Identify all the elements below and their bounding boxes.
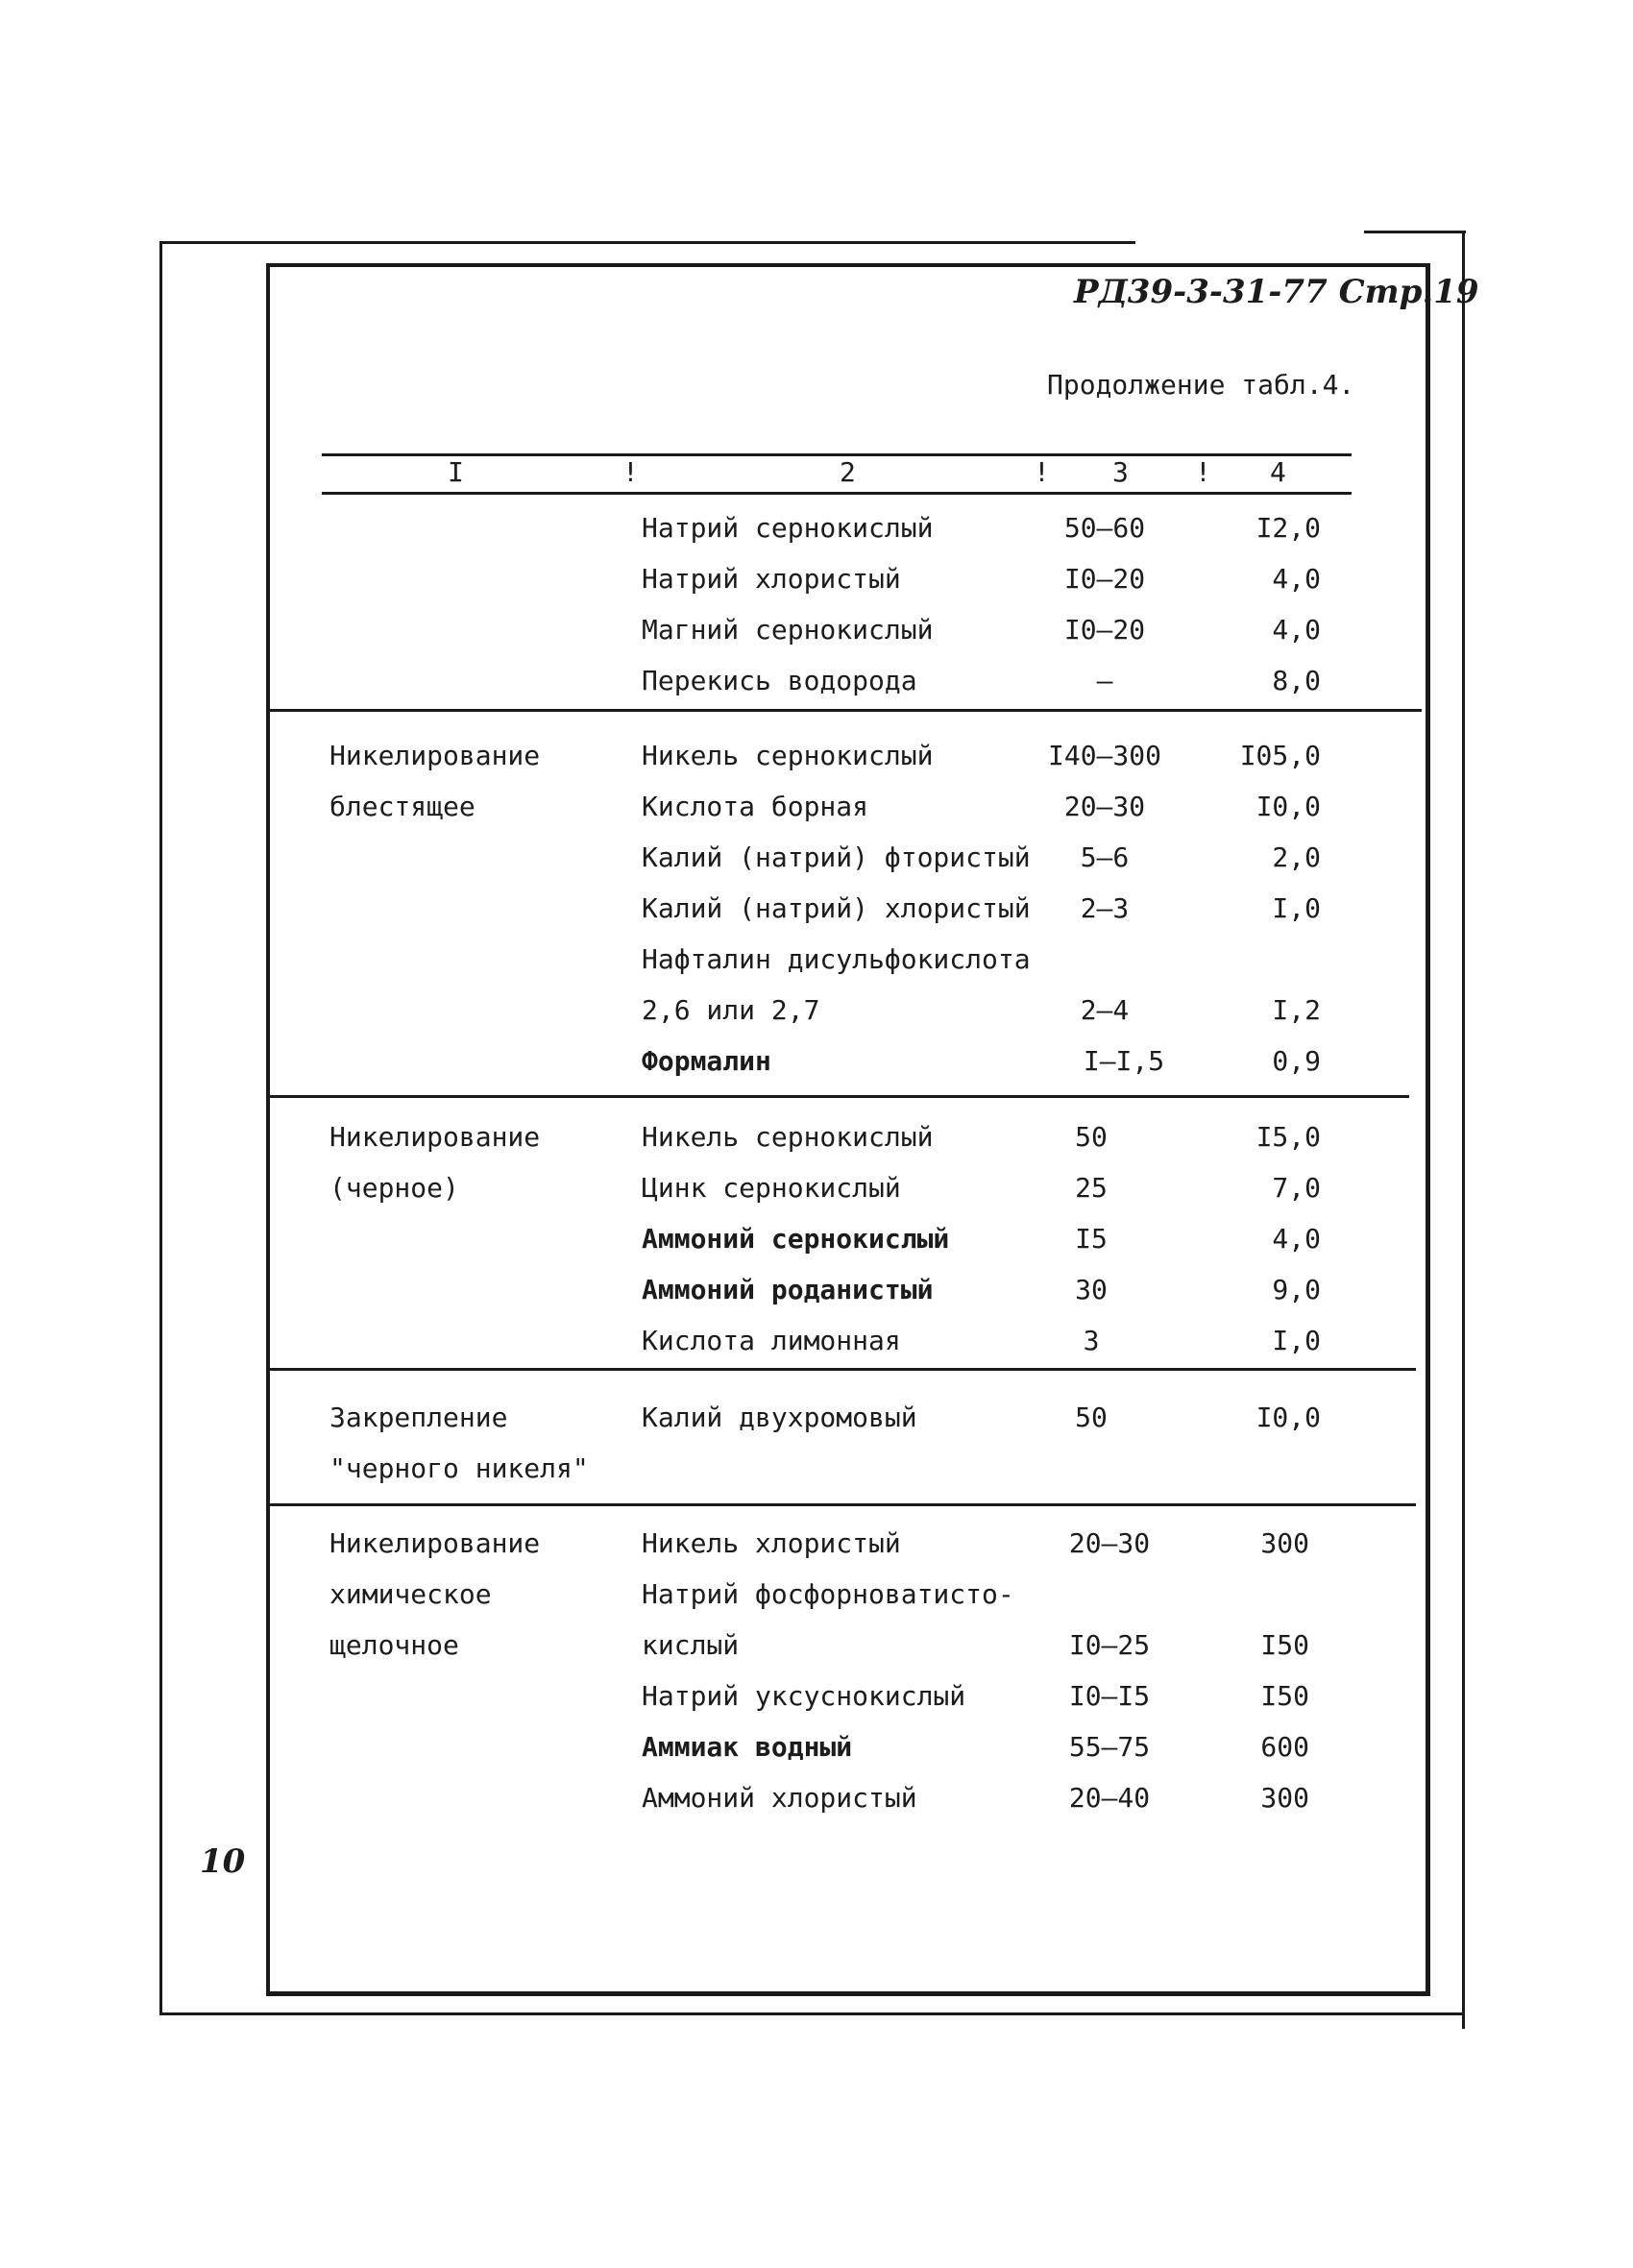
concentration-range: 30 xyxy=(1075,1274,1108,1305)
concentration-range: I0–I5 xyxy=(1068,1680,1151,1712)
concentration-value: I0,0 xyxy=(1255,1402,1321,1433)
concentration-value: 2,0 xyxy=(1272,841,1321,873)
component-name: Калий двухромовый xyxy=(642,1402,917,1433)
concentration-value: I5,0 xyxy=(1255,1121,1321,1153)
process-name: блестящее xyxy=(329,791,475,822)
concentration-value: 0,9 xyxy=(1272,1045,1321,1077)
process-name: химическое xyxy=(329,1578,492,1610)
concentration-value: 4,0 xyxy=(1272,614,1321,646)
concentration-value: 8,0 xyxy=(1272,665,1321,696)
concentration-range: 25 xyxy=(1075,1172,1108,1204)
component-name: Натрий хлористый xyxy=(642,563,901,595)
process-name: Закрепление xyxy=(329,1402,508,1433)
component-name: кислый xyxy=(642,1629,740,1661)
concentration-value: 4,0 xyxy=(1272,1223,1321,1255)
header-rule-bottom xyxy=(322,492,1352,495)
concentration-range: 20–40 xyxy=(1068,1782,1151,1814)
process-name: Никелирование xyxy=(329,1527,541,1559)
outer-frame-right xyxy=(1462,231,1465,2029)
process-name: Никелирование xyxy=(329,740,541,771)
process-name: Никелирование xyxy=(329,1121,541,1153)
concentration-range: I–I,5 xyxy=(1083,1045,1165,1077)
component-name: Аммиак водный xyxy=(642,1731,853,1763)
process-name: щелочное xyxy=(329,1629,459,1661)
column-separator: ! xyxy=(1195,456,1211,488)
group-separator xyxy=(270,1503,1416,1506)
concentration-range: 50 xyxy=(1075,1402,1108,1433)
component-name: Натрий фосфорноватисто- xyxy=(642,1578,1014,1610)
column-header-1: I xyxy=(448,456,464,488)
concentration-value: 600 xyxy=(1260,1731,1309,1763)
column-header-2: 2 xyxy=(840,456,856,488)
component-name: Кислота лимонная xyxy=(642,1325,901,1356)
concentration-range: 50–60 xyxy=(1063,512,1146,544)
outer-frame-bottom xyxy=(159,2012,1464,2015)
component-name: Натрий уксуснокислый xyxy=(642,1680,966,1712)
group-separator xyxy=(270,1095,1409,1098)
component-name: Аммоний роданистый xyxy=(642,1274,934,1305)
concentration-range: I40–300 xyxy=(1047,740,1161,771)
component-name: Никель хлористый xyxy=(642,1527,901,1559)
outer-frame-top xyxy=(160,241,1135,244)
concentration-range: 50 xyxy=(1075,1121,1108,1153)
concentration-value: 4,0 xyxy=(1272,563,1321,595)
column-separator: ! xyxy=(622,456,639,488)
concentration-range: – xyxy=(1096,665,1113,696)
component-name: Никель сернокислый xyxy=(642,740,934,771)
outer-frame-left xyxy=(159,241,162,2015)
concentration-range: 55–75 xyxy=(1068,1731,1151,1763)
concentration-value: 300 xyxy=(1260,1527,1309,1559)
component-name: Калий (натрий) хлористый xyxy=(642,892,1031,924)
component-name: Калий (натрий) фтористый xyxy=(642,841,1031,873)
concentration-value: I0,0 xyxy=(1255,791,1321,822)
concentration-value: I05,0 xyxy=(1239,740,1321,771)
concentration-range: 2–3 xyxy=(1080,892,1130,924)
group-separator xyxy=(270,1368,1416,1371)
concentration-range: 2–4 xyxy=(1080,994,1130,1026)
concentration-range: 20–30 xyxy=(1068,1527,1151,1559)
concentration-range: 5–6 xyxy=(1080,841,1130,873)
component-name: Нафталин дисульфокислота xyxy=(642,943,1031,975)
concentration-value: 7,0 xyxy=(1272,1172,1321,1204)
component-name: 2,6 или 2,7 xyxy=(642,994,820,1026)
page-number: 10 xyxy=(200,1842,246,1881)
process-name: "черного никеля" xyxy=(329,1452,589,1484)
concentration-range: I0–20 xyxy=(1063,563,1146,595)
concentration-value: I,0 xyxy=(1272,1325,1321,1356)
outer-frame-top-right xyxy=(1364,231,1466,233)
concentration-value: I2,0 xyxy=(1255,512,1321,544)
concentration-value: I,0 xyxy=(1272,892,1321,924)
component-name: Кислота борная xyxy=(642,791,869,822)
concentration-range: 20–30 xyxy=(1063,791,1146,822)
group-separator xyxy=(270,709,1422,712)
table-caption: Продолжение табл.4. xyxy=(1047,369,1355,401)
concentration-value: 300 xyxy=(1260,1782,1309,1814)
concentration-value: I50 xyxy=(1260,1680,1309,1712)
component-name: Перекись водорода xyxy=(642,665,917,696)
component-name: Никель сернокислый xyxy=(642,1121,934,1153)
concentration-value: I,2 xyxy=(1272,994,1321,1026)
concentration-range: I5 xyxy=(1075,1223,1108,1255)
column-separator: ! xyxy=(1034,456,1050,488)
component-name: Цинк сернокислый xyxy=(642,1172,901,1204)
component-name: Формалин xyxy=(642,1045,771,1077)
process-name: (черное) xyxy=(329,1172,459,1204)
concentration-range: 3 xyxy=(1083,1325,1100,1356)
component-name: Аммоний сернокислый xyxy=(642,1223,950,1255)
component-name: Аммоний хлористый xyxy=(642,1782,917,1814)
document-reference: РД39-3-31-77 Стр.19 xyxy=(1074,273,1479,311)
component-name: Натрий сернокислый xyxy=(642,512,934,544)
concentration-value: I50 xyxy=(1260,1629,1309,1661)
component-name: Магний сернокислый xyxy=(642,614,934,646)
concentration-range: I0–25 xyxy=(1068,1629,1151,1661)
column-header-4: 4 xyxy=(1270,456,1286,488)
concentration-value: 9,0 xyxy=(1272,1274,1321,1305)
concentration-range: I0–20 xyxy=(1063,614,1146,646)
column-header-3: 3 xyxy=(1112,456,1129,488)
